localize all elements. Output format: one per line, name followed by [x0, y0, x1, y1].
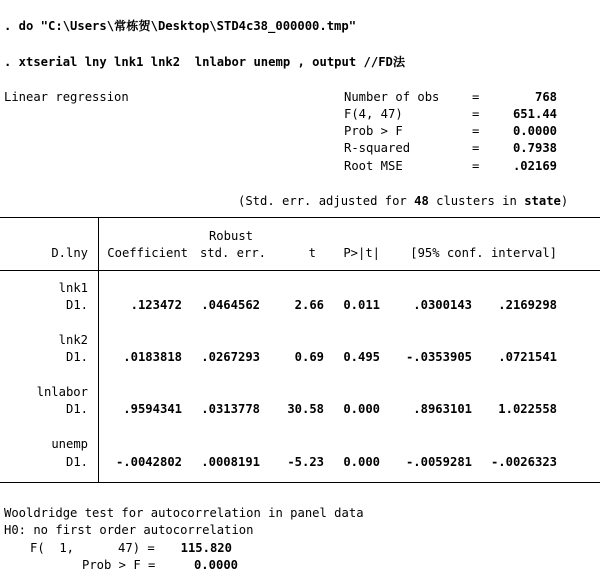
- cell-t: 30.58: [287, 402, 324, 416]
- stat-value: 651.44: [512, 107, 557, 121]
- column-header-stderr: std. err.: [199, 246, 266, 260]
- stat-eq: =: [472, 124, 480, 138]
- cluster-note-post: ): [560, 194, 569, 208]
- cell-t: 2.66: [294, 298, 324, 312]
- wooldridge-p-value: 0.0000: [193, 558, 238, 572]
- cell-ci-high: -.0026323: [490, 455, 557, 469]
- column-header-depvar: D.lny: [51, 246, 88, 260]
- cluster-count: 48: [414, 194, 429, 208]
- cluster-note: [238, 193, 568, 209]
- table-top-rule: [0, 217, 600, 218]
- cell-ci-high: .2169298: [498, 298, 557, 312]
- wooldridge-f-value: 115.820: [180, 541, 232, 555]
- stat-value: 768: [534, 90, 557, 104]
- table-bottom-rule: [0, 482, 600, 483]
- stat-eq: =: [472, 159, 480, 173]
- column-header-robust: Robust: [208, 229, 253, 243]
- wooldridge-null-hypothesis: H0: no first order autocorrelation: [4, 523, 254, 537]
- stat-label: F(4, 47): [344, 107, 403, 121]
- cell-coef: .123472: [130, 298, 182, 312]
- cell-ci-high: 1.022558: [498, 402, 557, 416]
- table-header-rule: [0, 270, 600, 271]
- cell-p: 0.011: [343, 298, 380, 312]
- stat-label: Root MSE: [344, 159, 403, 173]
- stat-eq: =: [472, 107, 480, 121]
- stat-label: Prob > F: [344, 124, 403, 138]
- cell-se: .0008191: [201, 455, 260, 469]
- wooldridge-p-label: Prob > F =: [82, 558, 156, 572]
- cell-se: .0267293: [201, 350, 260, 364]
- stat-eq: =: [472, 90, 480, 104]
- row-var-name: lnlabor: [36, 385, 88, 399]
- cluster-note-mid: clusters in: [428, 194, 525, 208]
- cell-ci-low: -.0059281: [405, 455, 472, 469]
- column-header-coefficient: Coefficient: [107, 246, 188, 260]
- cell-p: 0.000: [343, 402, 380, 416]
- cell-coef: .9594341: [123, 402, 182, 416]
- cell-se: .0313778: [201, 402, 260, 416]
- row-var-sub: D1.: [65, 402, 88, 416]
- cell-coef: .0183818: [123, 350, 182, 364]
- cell-se: .0464562: [201, 298, 260, 312]
- column-header-conf-interval: [95% conf. interval]: [410, 246, 557, 260]
- stat-value: 0.7938: [512, 141, 557, 155]
- column-header-t: t: [308, 246, 316, 260]
- regression-title: Linear regression: [4, 90, 129, 104]
- cell-p: 0.000: [343, 455, 380, 469]
- cluster-note-pre: (Std. err. adjusted for: [238, 194, 415, 208]
- stat-value: .02169: [512, 159, 557, 173]
- row-var-sub: D1.: [65, 350, 88, 364]
- column-header-p: P>|t|: [343, 246, 380, 260]
- row-var-name: lnk2: [58, 333, 88, 347]
- cell-ci-high: .0721541: [498, 350, 557, 364]
- stat-label: R-squared: [344, 141, 411, 155]
- stat-eq: =: [472, 141, 480, 155]
- row-var-name: unemp: [51, 437, 88, 451]
- cell-p: 0.495: [343, 350, 380, 364]
- cell-ci-low: .8963101: [413, 402, 472, 416]
- cell-ci-low: .0300143: [413, 298, 472, 312]
- row-var-sub: D1.: [65, 298, 88, 312]
- cluster-var: state: [524, 194, 561, 208]
- cell-t: 0.69: [294, 350, 324, 364]
- stat-value: 0.0000: [512, 124, 557, 138]
- row-var-name: lnk1: [58, 281, 88, 295]
- xtserial-command-line: . xtserial lny lnk1 lnk2 lnlabor unemp , output //FD法: [4, 55, 406, 69]
- stat-label: Number of obs: [344, 90, 440, 104]
- row-var-sub: D1.: [65, 455, 88, 469]
- wooldridge-title: Wooldridge test for autocorrelation in panel data: [4, 506, 364, 520]
- wooldridge-f-label: F( 1, 47) =: [30, 541, 155, 555]
- cell-t: -5.23: [287, 455, 324, 469]
- cell-ci-low: -.0353905: [405, 350, 472, 364]
- do-command-line: . do "C:\Users\常栋贺\Desktop\STD4c38_000000.tmp": [4, 19, 357, 33]
- cell-coef: -.0042802: [115, 455, 182, 469]
